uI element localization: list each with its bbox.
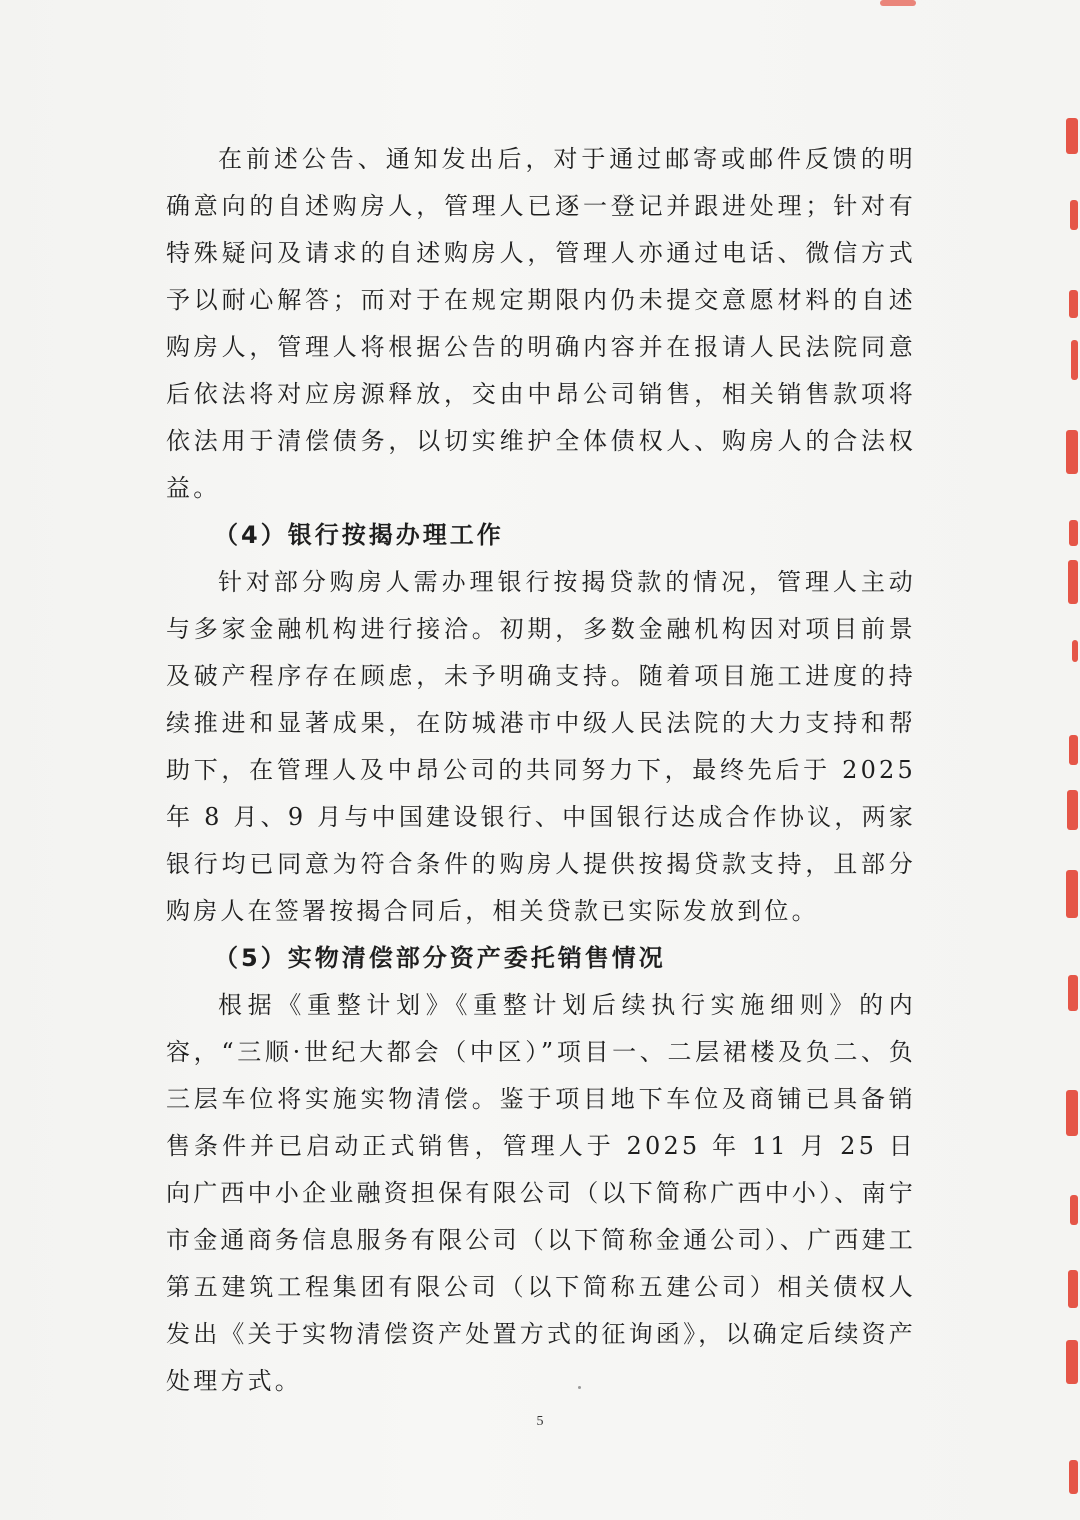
paragraph-mortgage: 针对部分购房人需办理银行按揭贷款的情况，管理人主动与多家金融机构进行接洽。初期，多数金融机构因对项目前景及破产程序存在顾虑，未予明确支持。随着项目施工进度的持续推进和显著成果，在防城港市中级人民法院的大力支持和帮助下，在管理人及中昂公司的共同努力下，最终先后于 2025 年 8 月、9 月与中国建设银行、中国银行达成合作协议，两家银行均已同意为符合条件的购房人提供按揭贷款支持，且部分购房人在签署按揭合同后，相关贷款已实际发放到位。 bbox=[166, 568, 916, 925]
paragraph-feedback-handling: 在前述公告、通知发出后，对于通过邮寄或邮件反馈的明确意向的自述购房人，管理人已逐一登记并跟进处理；针对有特殊疑问及请求的自述购房人，管理人亦通过电话、微信方式予以耐心解答；而对于在规定期限内仍未提交意愿材料的自述购房人，管理人将根据公告的明确内容并在报请人民法院同意后依法将对应房源释放，交由中昂公司销售，相关销售款项将依法用于清偿债务，以切实维护全体债权人、购房人的合法权益。 bbox=[166, 145, 916, 502]
page-number: 5 bbox=[536, 1414, 544, 1429]
riding-seal-edge bbox=[1058, 0, 1080, 1520]
section-heading-mortgage: （4）银行按揭办理工作 bbox=[214, 521, 504, 549]
document-body bbox=[166, 136, 916, 1405]
top-seal-fragment bbox=[880, 0, 916, 6]
paragraph-asset-sale: 根据《重整计划》《重整计划后续执行实施细则》的内容，“三顺·世纪大都会（中区）”项目一、二层裙楼及负二、负三层车位将实施实物清偿。鉴于项目地下车位及商铺已具备销售条件并已启动正式销售，管理人于 2025 年 11 月 25 日向广西中小企业融资担保有限公司（以下简称广西中小）、南宁市金通商务信息服务有限公司（以下简称金通公司）、广西建工第五建筑工程集团有限公司（以下简称五建公司）相关债权人发出《关于实物清偿资产处置方式的征询函》，以确定后续资产处理方式。 bbox=[166, 991, 916, 1395]
section-heading-asset-sale: （5）实物清偿部分资产委托销售情况 bbox=[214, 944, 666, 972]
speck bbox=[578, 1386, 581, 1389]
